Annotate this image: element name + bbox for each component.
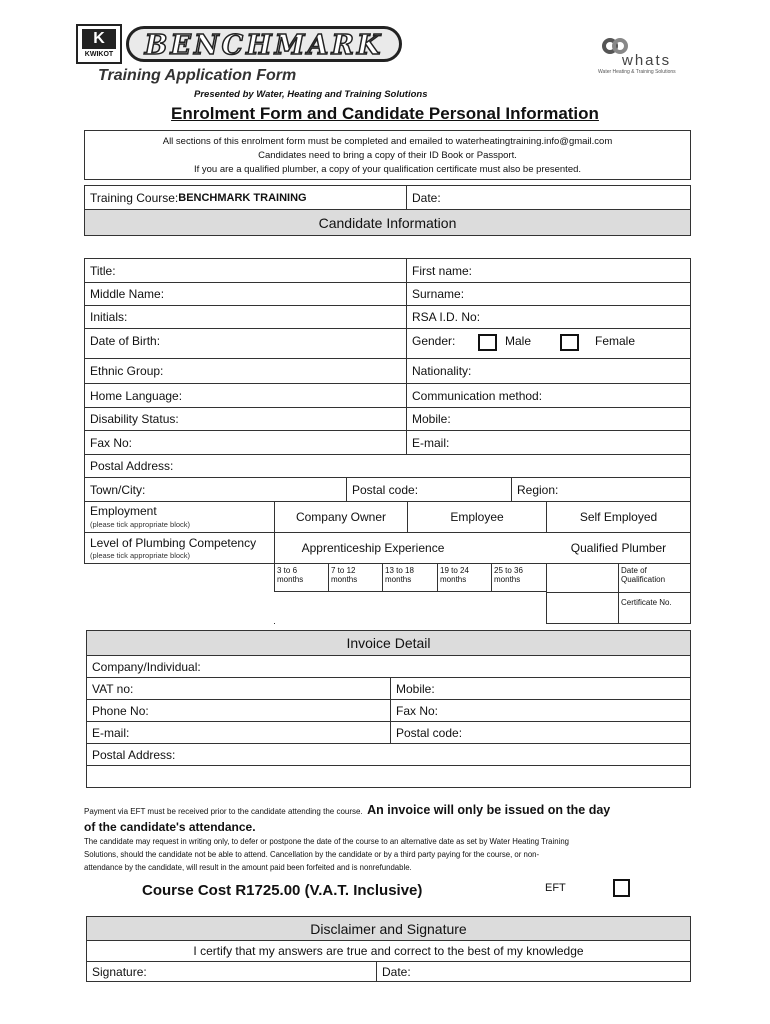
qualification-label: Qualification [621, 575, 666, 584]
signature-field[interactable]: Signature: [92, 964, 147, 979]
range-3-6-bottom: months [277, 575, 304, 584]
range-7-12-bottom: months [331, 575, 358, 584]
email-field[interactable]: E-mail: [412, 435, 450, 450]
self-employed-option[interactable]: Self Employed [579, 510, 658, 524]
middle-name-field[interactable]: Middle Name: [90, 287, 165, 301]
region-field[interactable]: Region: [517, 482, 559, 497]
gender-label: Gender: [412, 334, 456, 348]
payment-para-2: Solutions, should the candidate not be able to attend. Cancellation by the candidate or by a third party paying for the course, or non- [84, 850, 540, 859]
kwikot-logo-mark: K [82, 29, 116, 49]
brand-banner [126, 26, 402, 62]
male-checkbox[interactable] [478, 334, 497, 351]
vat-no-field[interactable]: VAT no: [92, 681, 134, 696]
brand-title: BENCHMARK [144, 30, 384, 61]
training-course-field[interactable] [85, 186, 405, 209]
apprenticeship-experience-label: Apprenticeship Experience [301, 541, 445, 555]
female-checkbox[interactable] [560, 334, 579, 351]
notice-line-2: Candidates need to bring a copy of their ID Book or Passport. [258, 150, 517, 161]
range-7-12[interactable] [331, 566, 381, 590]
kwikot-logo-text: KWIKOT [84, 51, 114, 58]
payment-para-3: attendance by the candidate, will result in the amount paid been forfeited and is nonrefundable. [84, 863, 412, 872]
employment-hint: (please tick appropriate block) [90, 520, 191, 529]
notice-line-1: All sections of this enrolment form must be completed and emailed to waterheatingtraining.info@gmail.com [162, 136, 613, 147]
date-of-qualification-field[interactable] [621, 566, 689, 590]
range-25-36-top: 25 to 36 [494, 566, 523, 575]
communication-method-field[interactable]: Communication method: [412, 388, 543, 403]
qualified-plumber-label: Qualified Plumber [570, 541, 667, 555]
payment-para-1: The candidate may request in writing only, to defer or postpone the date of the course to an alternative date as set by Water Heating Training [84, 837, 569, 846]
nationality-field[interactable]: Nationality: [412, 364, 472, 378]
fax-field[interactable]: Fax No: [90, 435, 133, 450]
title-field[interactable]: Title: [90, 263, 116, 278]
mobile-field[interactable]: Mobile: [412, 412, 451, 426]
training-course-value: BENCHMARK TRAINING [178, 191, 307, 204]
range-19-24-bottom: months [440, 575, 467, 584]
range-19-24-top: 19 to 24 [440, 566, 469, 575]
disclaimer-header: Disclaimer and Signature [87, 917, 690, 940]
range-13-18-bottom: months [385, 575, 412, 584]
disability-status-field[interactable]: Disability Status: [90, 412, 179, 426]
candidate-info-header: Candidate Information [85, 210, 690, 235]
certify-statement: I certify that my answers are true and correct to the best of my knowledge [193, 944, 584, 958]
first-name-field[interactable]: First name: [412, 263, 473, 278]
range-13-18-top: 13 to 18 [385, 566, 414, 575]
notice-line-3: If you are a qualified plumber, a copy of your qualification certificate must also be presented. [193, 164, 582, 175]
payment-line-2: of the candidate's attendance. [84, 820, 256, 834]
competency-hint: (please tick appropriate block) [90, 551, 191, 560]
range-3-6[interactable] [277, 566, 327, 590]
company-individual-field[interactable]: Company/Individual: [92, 659, 201, 674]
phone-no-field[interactable]: Phone No: [92, 703, 149, 718]
training-course-label: Training Course: [90, 190, 179, 205]
female-label: Female [595, 334, 636, 348]
range-19-24[interactable] [440, 566, 490, 590]
signature-date-field[interactable]: Date: [382, 964, 411, 979]
company-owner-option[interactable]: Company Owner [295, 510, 387, 524]
form-title: Training Application Form [98, 67, 297, 84]
rsa-id-field[interactable]: RSA I.D. No: [412, 310, 481, 324]
invoice-fax-field[interactable]: Fax No: [396, 703, 439, 718]
postal-code-field[interactable]: Postal code: [352, 482, 419, 497]
invoice-email-field[interactable]: E-mail: [92, 725, 130, 740]
course-cost: Course Cost R1725.00 (V.A.T. Inclusive) [142, 882, 423, 899]
notice-box [84, 130, 691, 180]
invoice-detail-header: Invoice Detail [87, 631, 690, 655]
kwikot-logo [76, 24, 122, 64]
invoice-postal-address-field[interactable]: Postal Address: [92, 747, 176, 762]
payment-line-1 [84, 801, 704, 819]
initials-field[interactable]: Initials: [90, 310, 128, 324]
surname-field[interactable]: Surname: [412, 287, 465, 301]
main-title: Enrolment Form and Candidate Personal Information [171, 104, 599, 123]
payment-bold-text: An invoice will only be issued on the day [367, 803, 611, 817]
course-date-field[interactable]: Date: [412, 190, 441, 205]
presented-by: Presented by Water, Heating and Training Solutions [194, 89, 428, 100]
range-25-36-bottom: months [494, 575, 521, 584]
whats-logo [596, 32, 688, 82]
invoice-postal-code-field[interactable]: Postal code: [396, 725, 463, 740]
invoice-postal-address-extra[interactable] [87, 766, 690, 787]
invoice-mobile-field[interactable]: Mobile: [396, 681, 435, 696]
whats-logo-text: whats [622, 52, 672, 69]
certificate-no-field[interactable]: Certificate No. [621, 598, 672, 607]
range-7-12-top: 7 to 12 [331, 566, 356, 575]
postal-address-field[interactable]: Postal Address: [90, 459, 174, 473]
payment-small-text: Payment via EFT must be received prior to the candidate attending the course. [84, 807, 363, 816]
male-label: Male [505, 334, 532, 348]
eft-label: EFT [545, 882, 566, 894]
employee-option[interactable]: Employee [450, 510, 504, 524]
range-3-6-top: 3 to 6 [277, 566, 298, 575]
candidate-table-gap-2 [275, 592, 546, 626]
ethnic-group-field[interactable]: Ethnic Group: [90, 364, 164, 378]
range-13-18[interactable] [385, 566, 435, 590]
whats-logo-tagline: Water Heating & Training Solutions [598, 69, 676, 75]
town-city-field[interactable]: Town/City: [90, 482, 146, 497]
date-of-label: Date of [621, 566, 647, 575]
employment-label: Employment [90, 504, 157, 518]
range-25-36[interactable] [494, 566, 544, 590]
eft-checkbox[interactable] [613, 879, 630, 897]
dob-field[interactable]: Date of Birth: [90, 334, 161, 348]
candidate-table-gap [83, 564, 274, 626]
home-language-field[interactable]: Home Language: [90, 388, 183, 403]
competency-label: Level of Plumbing Competency [90, 536, 257, 550]
